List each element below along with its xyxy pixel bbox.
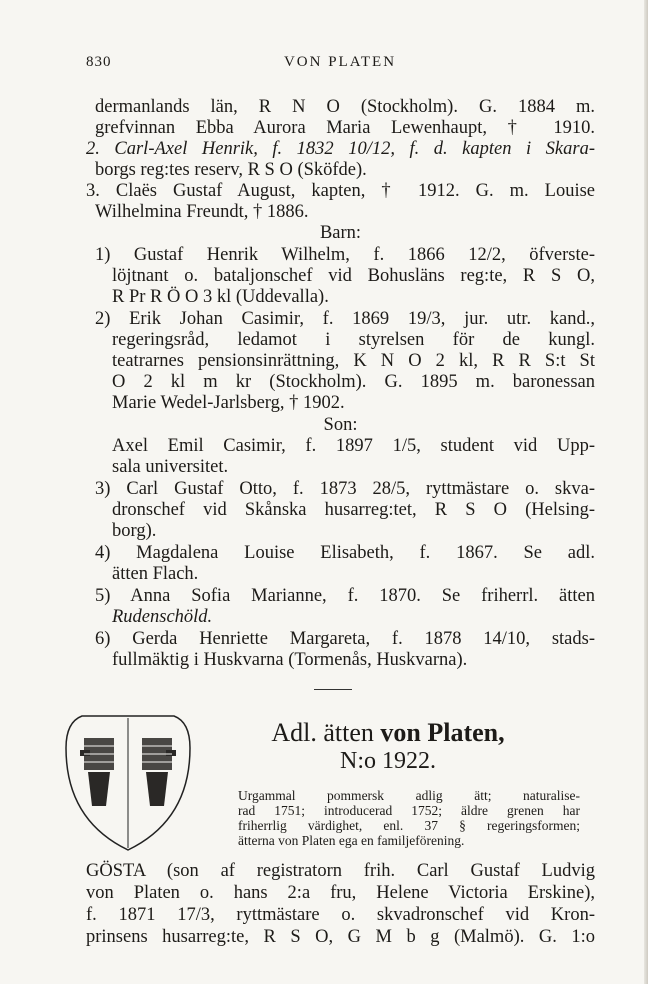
- page-edge: [644, 0, 648, 984]
- text-line: sala universitet.: [112, 457, 229, 477]
- text-line: Rudenschöld.: [112, 607, 213, 627]
- text-line: Barn:: [319, 223, 362, 243]
- text-line: teatrarnes pensionsinrättning, K N O 2 kl, R R S:t St: [112, 351, 595, 371]
- section-title-name: von Platen,: [380, 718, 505, 747]
- section-number: N:o 1922.: [340, 748, 436, 774]
- text-line: 3. Claës Gustaf August, kapten, † 1912. G. m. Louise: [86, 181, 595, 201]
- text-line: borg).: [112, 521, 157, 541]
- text-line: 2) Erik Johan Casimir, f. 1869 19/3, jur. utr. kand.,: [95, 309, 595, 329]
- text-line: 1) Gustaf Henrik Wilhelm, f. 1866 12/2, öfverste-: [95, 245, 595, 265]
- coat-of-arms-icon: [58, 710, 198, 855]
- intro-line: Urgammal pommersk adlig ätt; naturalise-: [238, 788, 580, 803]
- running-title: VON PLATEN: [283, 54, 397, 70]
- intro-line: rad 1751; introducerad 1752; äldre grenen har: [238, 803, 580, 818]
- text-line: Marie Wedel-Jarlsberg, † 1902.: [112, 393, 345, 413]
- entry-line: f. 1871 17/3, ryttmästare o. skvadronschef vid Kron-: [86, 905, 595, 925]
- text-line: borgs reg:tes reserv, R S O (Sköfde).: [95, 160, 367, 180]
- text-line: O 2 kl m kr (Stockholm). G. 1895 m. baronessan: [112, 372, 595, 392]
- text-line: dronschef vid Skånska husarreg:tet, R S O (Helsing-: [112, 500, 595, 520]
- text-line: 6) Gerda Henriette Margareta, f. 1878 14/10, stads-: [95, 629, 595, 649]
- entry-line: prinsens husarreg:te, R S O, G M b g (Malmö). G. 1:o: [86, 927, 595, 947]
- text-line: löjtnant o. bataljonschef vid Bohusläns reg:te, R S O,: [112, 266, 595, 286]
- section-title-prefix: Adl. ätten: [271, 718, 374, 747]
- page-number: 830: [86, 54, 112, 70]
- text-line: 2. Carl-Axel Henrik, f. 1832 10/12, f. d. kapten i Skara-: [86, 139, 595, 159]
- text-line: 3) Carl Gustaf Otto, f. 1873 28/5, ryttmästare o. skva-: [95, 479, 595, 499]
- text-line: fullmäktig i Huskvarna (Tormenås, Huskvarna).: [112, 650, 468, 670]
- text-line: R Pr R Ö O 3 kl (Uddevalla).: [112, 287, 329, 307]
- text-line: grefvinnan Ebba Aurora Maria Lewenhaupt, † 1910.: [95, 118, 595, 138]
- text-line: regeringsråd, ledamot i styrelsen för de kungl.: [112, 330, 595, 350]
- text-line: dermanlands län, R N O (Stockholm). G. 1884 m.: [95, 97, 595, 117]
- page-header: [86, 54, 594, 76]
- text-line: 5) Anna Sofia Marianne, f. 1870. Se friherrl. ätten: [95, 586, 595, 606]
- text-line: Son:: [323, 415, 358, 435]
- section-divider: [314, 689, 352, 690]
- text-line: 4) Magdalena Louise Elisabeth, f. 1867. Se adl.: [95, 543, 595, 563]
- intro-line: ätterna von Platen ega en familjeförening.: [238, 833, 465, 848]
- text-line: Wilhelmina Freundt, † 1886.: [95, 202, 309, 222]
- entry-line: GÖSTA (son af registratorn frih. Carl Gustaf Ludvig: [86, 861, 595, 881]
- entry-line: von Platen o. hans 2:a fru, Helene Victoria Erskine),: [86, 883, 595, 903]
- text-line: ätten Flach.: [112, 564, 199, 584]
- section-title: [200, 718, 576, 748]
- intro-line: friherrlig värdighet, enl. 37 § regeringsformen;: [238, 818, 580, 833]
- text-line: Axel Emil Casimir, f. 1897 1/5, student vid Upp-: [112, 436, 595, 456]
